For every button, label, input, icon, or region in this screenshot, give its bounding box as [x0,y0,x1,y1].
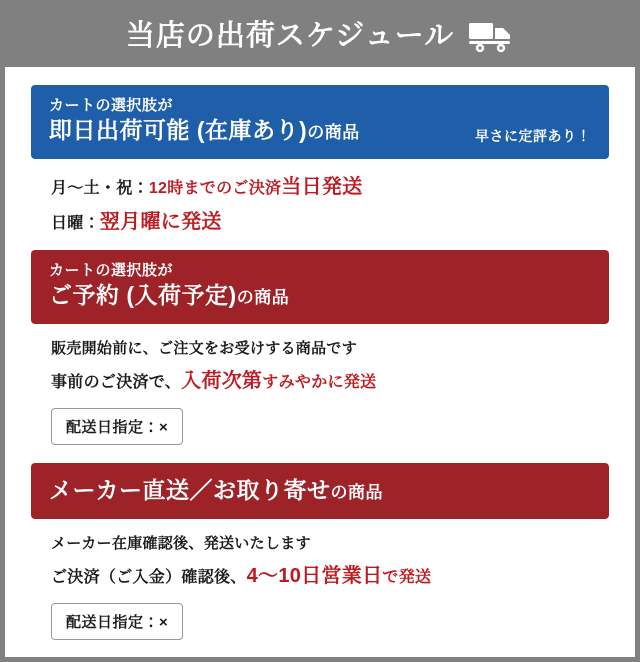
section-in-stock [31,85,609,248]
details-direct-ship [31,519,609,646]
detail-weekday-line [51,172,603,203]
section-reserve [31,250,609,451]
banner-direct-ship-suffix: の商品 [330,483,384,503]
banner-reserve-large-text: ご予約 (入荷予定) [49,282,237,309]
details-in-stock [31,159,609,248]
banner-in-stock-note: 早さに定評あり！ [475,128,591,145]
section-direct-ship [31,463,609,646]
detail-weekday-emphasis: 当日発送 [281,176,363,199]
delivery-truck-icon [468,19,514,53]
detail-direct-emphasis: 4～10日営業日 [246,564,383,587]
detail-direct-text-1: メーカー在庫確認後、発送いたします [51,534,311,552]
detail-reserve-line-1 [51,337,603,362]
detail-reserve-text-1: 販売開始前に、ご注文をお受けする商品です [51,340,358,358]
detail-sunday-emphasis: 翌月曜に発送 [99,211,222,234]
banner-in-stock-large-label [49,116,360,146]
detail-reserve-emphasis: 入荷次第 [181,370,263,393]
banner-reserve-suffix: の商品 [236,288,290,308]
banner-direct-ship-large-text: メーカー直送／お取り寄せ [49,477,331,504]
details-reserve [31,324,609,451]
banner-in-stock-suffix: の商品 [307,123,360,143]
detail-sunday-line [51,207,603,238]
page-header [5,5,635,67]
detail-direct-prefix: ご決済（ご入金）確認後、 [51,568,247,586]
detail-reserve-suffix: すみやかに発送 [262,374,377,392]
banner-direct-ship-large-label [49,476,383,506]
delivery-date-tag-reserve: 配送日指定：× [51,408,183,445]
detail-direct-line-2 [51,561,603,592]
detail-direct-suffix: で発送 [382,568,432,586]
banner-reserve-small-label: カートの選択肢が [49,262,174,280]
page-title: 当店の出荷スケジュール [125,19,455,52]
detail-weekday-prefix: 月～土・祝： [51,180,149,198]
banner-direct-ship [31,463,609,519]
detail-weekday-middle: 12時までのご決済 [148,180,282,198]
banner-reserve-large-label [49,281,289,311]
delivery-date-tag-direct: 配送日指定：× [51,603,183,640]
banner-in-stock-large-text: 即日出荷可能 (在庫あり) [49,117,308,144]
detail-reserve-line-2 [51,366,603,397]
banner-reserve [31,250,609,324]
detail-direct-line-1 [51,532,603,557]
banner-in-stock [31,85,609,159]
detail-sunday-prefix: 日曜： [51,215,100,233]
detail-reserve-prefix: 事前のご決済で、 [51,374,182,392]
content-area [5,67,635,658]
banner-in-stock-small-label: カートの選択肢が [49,97,174,114]
